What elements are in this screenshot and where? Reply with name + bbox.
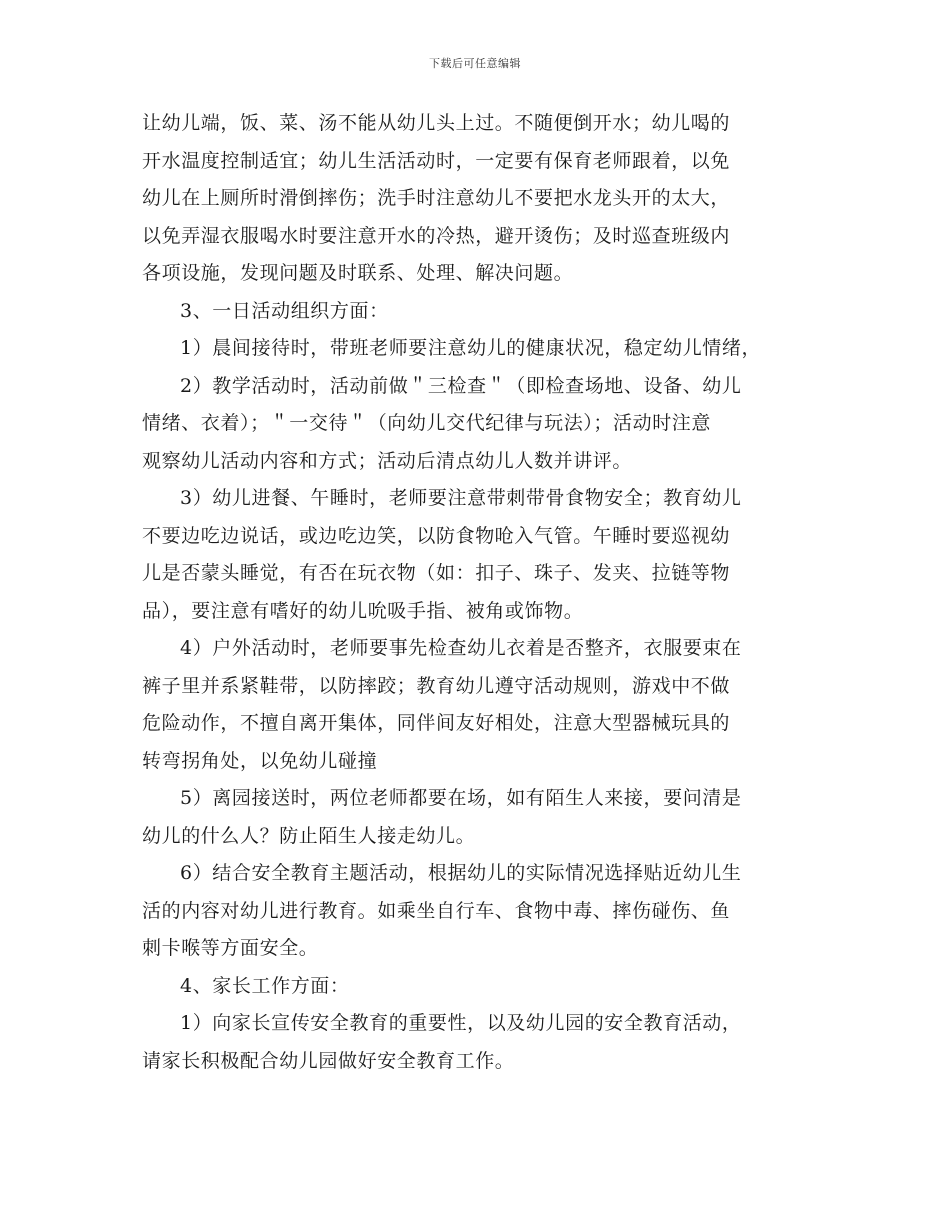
text-line: 各项设施，发现问题及时联系、处理、解决问题。 <box>142 262 574 284</box>
page-header: 下载后可任意编辑 <box>429 57 521 70</box>
text-line: 转弯拐角处，以免幼儿碰撞 <box>142 749 378 772</box>
text-line: 裤子里并系紧鞋带，以防摔跤；教育幼儿遵守活动规则，游戏中不做 <box>142 674 731 697</box>
text-line: 危险动作，不擅自离开集体，同伴间友好相处，注意大型器械玩具的 <box>142 712 731 734</box>
text-line: 6）结合安全教育主题活动，根据幼儿的实际情况选择贴近幼儿生 <box>180 862 742 884</box>
text-line: 观察幼儿活动内容和方式；活动后清点幼儿人数并讲评。 <box>142 449 633 472</box>
text-line: 1）晨间接待时，带班老师要注意幼儿的健康状况，稳定幼儿情绪， <box>180 337 762 359</box>
text-line: 情绪、衣着）；＂一交待＂（向幼儿交代纪律与玩法）；活动时注意 <box>142 412 712 434</box>
text-line: 开水温度控制适宜；幼儿生活活动时，一定要有保育老师跟着，以免 <box>142 149 731 172</box>
text-line: 品），要注意有嗜好的幼儿吮吸手指、被角或饰物。 <box>142 599 584 622</box>
section-heading: 3、一日活动组织方面： <box>180 299 389 322</box>
text-line: 不要边吃边说话，或边吃边笑，以防食物呛入气管。午睡时要巡视幼 <box>142 524 731 547</box>
text-line: 5）离园接送时，两位老师都要在场，如有陌生人来接，要问清是 <box>180 787 742 809</box>
text-line: 4）户外活动时，老师要事先检查幼儿衣着是否整齐，衣服要束在 <box>180 637 742 659</box>
text-line: 活的内容对幼儿进行教育。如乘坐自行车、食物中毒、摔伤碰伤、鱼 <box>142 899 731 922</box>
text-line: 幼儿在上厕所时滑倒摔伤；洗手时注意幼儿不要把水龙头开的太大， <box>142 187 731 209</box>
text-line: 请家长积极配合幼儿园做好安全教育工作。 <box>142 1049 515 1072</box>
text-line: 幼儿的什么人？防止陌生人接走幼儿。 <box>142 824 476 847</box>
text-line: 3）幼儿进餐、午睡时，老师要注意带刺带骨食物安全；教育幼儿 <box>180 487 742 509</box>
text-line: 以免弄湿衣服喝水时要注意开水的冷热，避开烫伤；及时巡查班级内 <box>142 224 731 247</box>
text-line: 2）教学活动时，活动前做＂三检查＂（即检查场地、设备、幼儿 <box>180 374 742 397</box>
section-heading: 4、家长工作方面： <box>180 974 350 997</box>
text-line: 让幼儿端，饭、菜、汤不能从幼儿头上过。不随便倒开水；幼儿喝的 <box>142 112 731 134</box>
text-line: 儿是否蒙头睡觉，有否在玩衣物（如：扣子、珠子、发夹、拉链等物 <box>142 562 731 584</box>
text-line: 刺卡喉等方面安全。 <box>142 937 319 959</box>
document-body <box>142 105 822 1080</box>
text-line: 1）向家长宣传安全教育的重要性，以及幼儿园的安全教育活动， <box>180 1012 742 1034</box>
